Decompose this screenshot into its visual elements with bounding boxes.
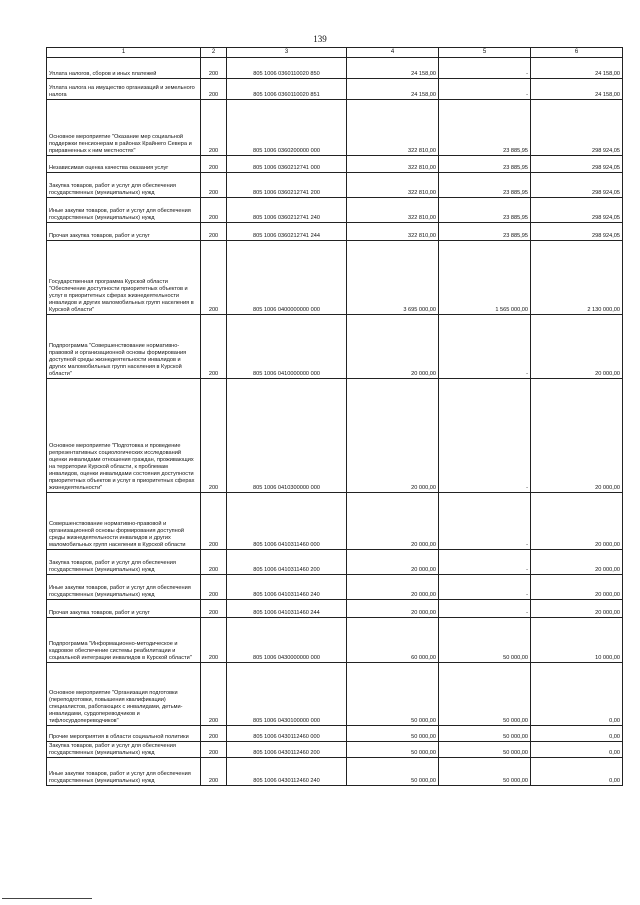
row-value-5: -: [439, 79, 531, 100]
row-value-5: 50 000,00: [439, 758, 531, 786]
column-header: 5: [439, 48, 531, 58]
row-code: 805 1006 0430100000 000: [227, 663, 347, 726]
row-grbs: 200: [201, 315, 227, 379]
row-value-4: 24 158,00: [347, 58, 439, 79]
row-name: Основное мероприятие "Организация подготовки (переподготовки, повышения квалификации) специалистов, работающих с инвалидами, детьми-инвалидами, сурдопереводчиков и тифлосурдопереводчиков": [47, 663, 201, 726]
row-value-4: 322 810,00: [347, 156, 439, 173]
table-row: [47, 550, 623, 575]
row-grbs: 200: [201, 575, 227, 600]
row-code: 805 1006 0410300000 000: [227, 379, 347, 493]
row-value-6: 298 924,05: [531, 156, 623, 173]
table-row: [47, 726, 623, 742]
row-value-4: 20 000,00: [347, 315, 439, 379]
table-row: [47, 493, 623, 550]
row-value-5: 50 000,00: [439, 726, 531, 742]
row-grbs: 200: [201, 79, 227, 100]
row-value-5: -: [439, 58, 531, 79]
row-value-6: 298 924,05: [531, 173, 623, 198]
row-value-6: 0,00: [531, 663, 623, 726]
page-number: 139: [313, 34, 327, 44]
row-value-6: 10 000,00: [531, 618, 623, 663]
row-value-4: 20 000,00: [347, 600, 439, 618]
row-name: Иные закупки товаров, работ и услуг для обеспечения государственных (муниципальных) нужд: [47, 198, 201, 223]
column-header: 3: [227, 48, 347, 58]
row-grbs: 200: [201, 100, 227, 156]
table-row: [47, 198, 623, 223]
row-value-5: -: [439, 379, 531, 493]
table-row: [47, 79, 623, 100]
row-value-5: 50 000,00: [439, 742, 531, 758]
row-value-6: 0,00: [531, 726, 623, 742]
row-grbs: 200: [201, 758, 227, 786]
row-code: 805 1006 0430112460 200: [227, 742, 347, 758]
row-value-4: 20 000,00: [347, 575, 439, 600]
row-value-5: -: [439, 575, 531, 600]
row-value-4: 20 000,00: [347, 550, 439, 575]
row-code: 805 1006 0360212741 000: [227, 156, 347, 173]
table-row: [47, 663, 623, 726]
row-value-5: -: [439, 315, 531, 379]
row-value-6: 20 000,00: [531, 600, 623, 618]
row-code: 805 1006 0410000000 000: [227, 315, 347, 379]
row-value-6: 298 924,05: [531, 198, 623, 223]
row-value-6: 298 924,05: [531, 223, 623, 241]
row-value-5: -: [439, 493, 531, 550]
row-value-4: 322 810,00: [347, 223, 439, 241]
row-value-6: 0,00: [531, 758, 623, 786]
table-row: [47, 758, 623, 786]
table-row: [47, 241, 623, 315]
row-value-6: 20 000,00: [531, 575, 623, 600]
row-name: Иные закупки товаров, работ и услуг для обеспечения государственных (муниципальных) нужд: [47, 575, 201, 600]
table-row: [47, 600, 623, 618]
row-value-6: 2 130 000,00: [531, 241, 623, 315]
row-name: Прочая закупка товаров, работ и услуг: [47, 223, 201, 241]
row-value-6: 298 924,05: [531, 100, 623, 156]
row-value-4: 60 000,00: [347, 618, 439, 663]
row-value-4: 50 000,00: [347, 726, 439, 742]
row-value-4: 20 000,00: [347, 379, 439, 493]
row-value-5: 23 885,95: [439, 173, 531, 198]
footer-rule: [2, 898, 92, 899]
row-value-6: 20 000,00: [531, 379, 623, 493]
row-code: 805 1006 0430112460 240: [227, 758, 347, 786]
row-name: Подпрограмма "Информационно-методическое и кадровое обеспечение системы реабилитации и социальной интеграции инвалидов в Курской области": [47, 618, 201, 663]
row-value-4: 322 810,00: [347, 100, 439, 156]
row-grbs: 200: [201, 550, 227, 575]
column-header: 4: [347, 48, 439, 58]
column-header: 2: [201, 48, 227, 58]
row-grbs: 200: [201, 58, 227, 79]
table-row: [47, 100, 623, 156]
row-value-5: 1 565 000,00: [439, 241, 531, 315]
row-grbs: 200: [201, 600, 227, 618]
row-grbs: 200: [201, 241, 227, 315]
row-value-6: 0,00: [531, 742, 623, 758]
row-value-4: 50 000,00: [347, 742, 439, 758]
row-code: 805 1006 0360110020 850: [227, 58, 347, 79]
row-code: 805 1006 0430112460 000: [227, 726, 347, 742]
row-name: Прочая закупка товаров, работ и услуг: [47, 600, 201, 618]
row-value-5: 23 885,95: [439, 156, 531, 173]
table-header-row: [47, 48, 623, 58]
table-row: [47, 315, 623, 379]
row-name: Иные закупки товаров, работ и услуг для обеспечения государственных (муниципальных) нужд: [47, 758, 201, 786]
row-name: Уплата налогов, сборов и иных платежей: [47, 58, 201, 79]
table-row: [47, 173, 623, 198]
row-value-4: 50 000,00: [347, 663, 439, 726]
table-row: [47, 223, 623, 241]
row-value-5: 23 885,95: [439, 100, 531, 156]
row-value-6: 20 000,00: [531, 550, 623, 575]
table-row: [47, 575, 623, 600]
column-header: 1: [47, 48, 201, 58]
table-row: [47, 156, 623, 173]
row-code: 805 1006 0400000000 000: [227, 241, 347, 315]
budget-table: [46, 47, 623, 786]
row-name: Подпрограмма "Совершенствование нормативно-правовой и организационной основы формирования доступной среды жизнедеятельности инвалидов и других маломобильных групп населения в Курской области": [47, 315, 201, 379]
row-code: 805 1006 0360200000 000: [227, 100, 347, 156]
row-name: Закупка товаров, работ и услуг для обеспечения государственных (муниципальных) нужд: [47, 173, 201, 198]
table-row: [47, 379, 623, 493]
row-grbs: 200: [201, 379, 227, 493]
row-grbs: 200: [201, 223, 227, 241]
row-value-4: 3 695 000,00: [347, 241, 439, 315]
row-grbs: 200: [201, 173, 227, 198]
table-row: [47, 742, 623, 758]
row-code: 805 1006 0410311460 240: [227, 575, 347, 600]
row-value-5: 50 000,00: [439, 618, 531, 663]
row-value-6: 24 158,00: [531, 79, 623, 100]
row-value-4: 50 000,00: [347, 758, 439, 786]
row-code: 805 1006 0410311460 000: [227, 493, 347, 550]
row-grbs: 200: [201, 493, 227, 550]
row-code: 805 1006 0360212741 240: [227, 198, 347, 223]
row-grbs: 200: [201, 156, 227, 173]
row-name: Уплата налога на имущество организаций и земельного налога: [47, 79, 201, 100]
row-value-4: 322 810,00: [347, 173, 439, 198]
row-code: 805 1006 0430000000 000: [227, 618, 347, 663]
row-grbs: 200: [201, 198, 227, 223]
row-value-5: 50 000,00: [439, 663, 531, 726]
row-code: 805 1006 0410311460 200: [227, 550, 347, 575]
row-grbs: 200: [201, 663, 227, 726]
row-code: 805 1006 0360110020 851: [227, 79, 347, 100]
column-header: 6: [531, 48, 623, 58]
row-value-6: 24 158,00: [531, 58, 623, 79]
row-value-5: -: [439, 600, 531, 618]
row-grbs: 200: [201, 742, 227, 758]
row-value-5: 23 885,95: [439, 223, 531, 241]
row-name: Государственная программа Курской области "Обеспечение доступности приоритетных объектов и услуг в приоритетных сферах жизнедеятельности инвалидов и других маломобильных групп населения в Курской области": [47, 241, 201, 315]
row-name: Закупка товаров, работ и услуг для обеспечения государственных (муниципальных) нужд: [47, 550, 201, 575]
table-row: [47, 618, 623, 663]
row-name: Прочие мероприятия в области социальной политики: [47, 726, 201, 742]
row-value-6: 20 000,00: [531, 315, 623, 379]
row-code: 805 1006 0360212741 244: [227, 223, 347, 241]
row-name: Основное мероприятие "Подготовка и проведение репрезентативных социологических исследований оценки инвалидами отношения граждан, проживающих на территории Курской области, к проблемам инвалидов, оценки инвалидами состояния доступности приоритетных объектов и услуг в приоритетных сферах жизнедеятельности": [47, 379, 201, 493]
row-grbs: 200: [201, 726, 227, 742]
row-name: Закупка товаров, работ и услуг для обеспечения государственных (муниципальных) нужд: [47, 742, 201, 758]
row-value-4: 322 810,00: [347, 198, 439, 223]
row-value-4: 24 158,00: [347, 79, 439, 100]
row-name: Совершенствование нормативно-правовой и организационной основы формирования доступной среды жизнедеятельности инвалидов и других маломобильных групп населения в Курской области: [47, 493, 201, 550]
row-code: 805 1006 0360212741 200: [227, 173, 347, 198]
row-value-5: 23 885,95: [439, 198, 531, 223]
row-code: 805 1006 0410311460 244: [227, 600, 347, 618]
row-name: Независимая оценка качества оказания услуг: [47, 156, 201, 173]
row-value-6: 20 000,00: [531, 493, 623, 550]
row-name: Основное мероприятие "Оказание мер социальной поддержки пенсионерам в районах Крайнего Севера и приравненных к ним местностях": [47, 100, 201, 156]
row-value-4: 20 000,00: [347, 493, 439, 550]
row-grbs: 200: [201, 618, 227, 663]
row-value-5: -: [439, 550, 531, 575]
table-row: [47, 58, 623, 79]
